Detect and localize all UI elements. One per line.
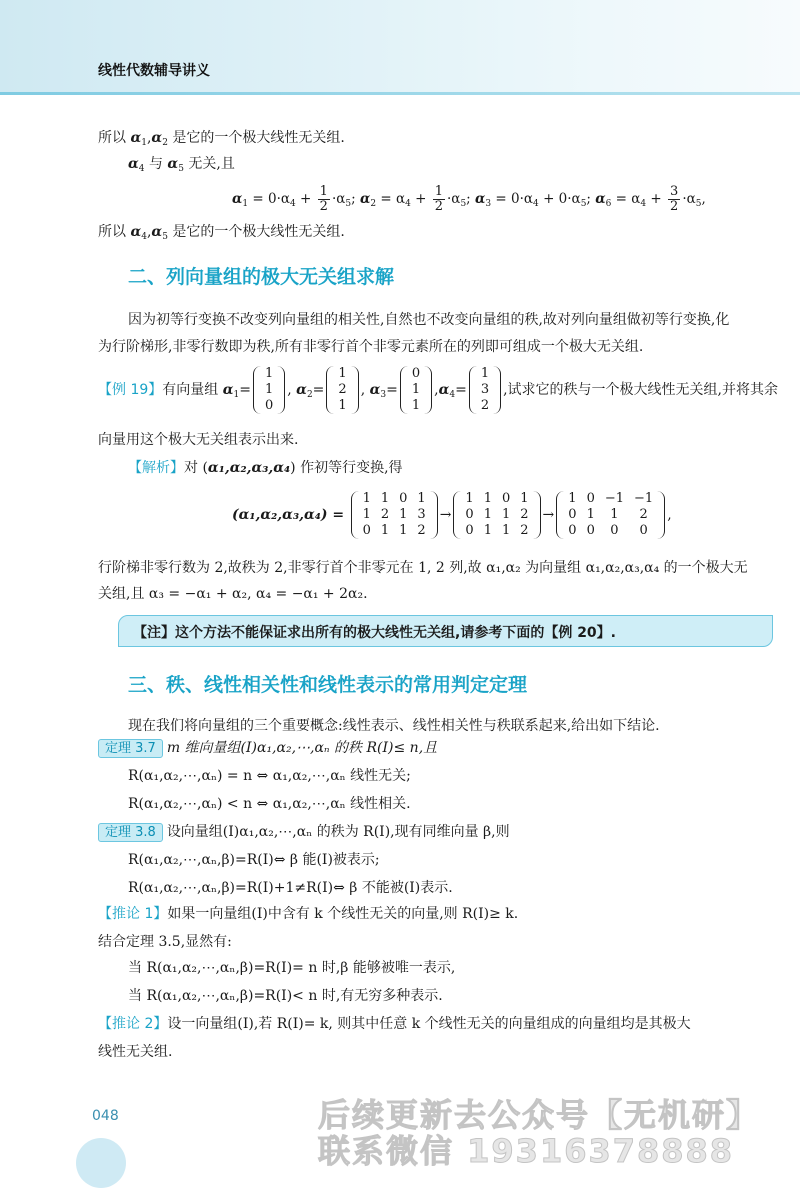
alpha: α: [475, 191, 486, 207]
fraction: [433, 185, 445, 214]
text: 无关,且: [183, 156, 235, 172]
alpha: α: [296, 382, 307, 398]
text: 如果一向量组(Ⅰ)中含有 k 个线性无关的向量,则 R(Ⅰ)≥ k.: [167, 906, 519, 922]
eq-part: = α: [376, 191, 406, 207]
eq-part: +: [646, 191, 667, 207]
arrow: →: [542, 507, 555, 523]
numerator: 3: [670, 184, 679, 199]
text: 所以: [98, 130, 131, 146]
cell: 1: [411, 382, 421, 397]
sub: 4: [290, 199, 296, 209]
alpha: α: [369, 382, 381, 398]
sub: 5: [178, 164, 184, 174]
sub: 4: [141, 232, 147, 242]
alpha: α: [438, 382, 450, 398]
equation-linear-representation: [232, 184, 706, 219]
theorem-3-8-line2: R(α₁,α₂,⋯,αₙ,β)=R(Ⅰ)⇔ β 能(Ⅰ)被表示;: [128, 852, 380, 868]
text: ) 作初等行变换,得: [290, 460, 403, 476]
cell: 3: [417, 507, 426, 522]
page-number: 048: [92, 1108, 119, 1124]
cell: −1: [634, 491, 654, 506]
combined-note: 结合定理 3.5,显然有:: [98, 934, 232, 950]
text: 所以: [98, 224, 131, 240]
vector-alpha1: [253, 366, 285, 414]
eq-part: +: [295, 191, 316, 207]
cell: 0: [411, 366, 421, 381]
cell: 0: [465, 523, 474, 538]
sub: 4: [533, 199, 539, 209]
cell: 1: [586, 507, 595, 522]
paragraph-concepts: 现在我们将向量组的三个重要概念:线性表示、线性相关性与秩联系起来,给出如下结论.: [128, 718, 660, 734]
equals: =: [239, 382, 251, 398]
eq-part: ·α: [331, 191, 346, 207]
cell: 1: [338, 398, 347, 413]
eq-part: = 0·α: [248, 191, 291, 207]
example-19: [98, 362, 778, 423]
cell: 2: [480, 398, 490, 413]
cell: 1: [411, 398, 421, 413]
eq-part: = α: [611, 191, 641, 207]
alpha: α: [151, 224, 163, 240]
alpha: α: [222, 382, 234, 398]
theorem-3-8-line3: R(α₁,α₂,⋯,αₙ,β)=R(Ⅰ)+1≠R(Ⅰ)⇔ β 不能被(Ⅰ)表示.: [128, 880, 453, 896]
watermark-line1: 后续更新去公众号【无机研】: [318, 1096, 761, 1134]
cell: 1: [520, 491, 529, 506]
denominator: 2: [434, 199, 444, 214]
cell: 1: [480, 366, 490, 381]
eq-part: +: [410, 191, 431, 207]
sub: 4: [405, 199, 411, 209]
sep: ;: [586, 191, 596, 207]
vector-alpha3: [400, 366, 432, 414]
paragraph-row-ops-2: 为行阶梯形,非零行数即为秩,所有非零行首个非零元素所在的列即可组成一个极大无关组.: [98, 339, 644, 355]
cell: 1: [380, 491, 390, 506]
cell: 2: [520, 507, 529, 522]
theorem-3-8: [98, 822, 510, 842]
cell: 0: [264, 398, 274, 413]
sub: 1: [141, 138, 147, 148]
infinite-representation: 当 R(α₁,α₂,⋯,αₙ,β)=R(Ⅰ)< n 时,有无穷多种表示.: [128, 988, 443, 1004]
alpha: α: [151, 130, 163, 146]
alpha: α: [167, 156, 179, 172]
cell: 0: [568, 523, 577, 538]
vectors: α₁,α₂,α₃,α₄: [207, 460, 291, 476]
solution-result-1: 行阶梯非零行数为 2,故秩为 2,非零行首个非零元在 1, 2 列,故 α₁,α₂ 为向量组 α₁,α₂,α₃,α₄ 的一个极大无: [98, 560, 748, 576]
text: ,试求它的秩与一个极大线性无关组,并将其余: [503, 382, 779, 398]
numerator: 1: [434, 184, 444, 199]
sub: 2: [370, 199, 377, 209]
cell: 0: [399, 491, 408, 506]
cell: 1: [417, 491, 426, 506]
cell: 1: [264, 366, 274, 381]
sub: 3: [380, 390, 387, 400]
sub: 1: [242, 199, 249, 209]
text: m 维向量组(Ⅰ)α₁,α₂,⋯,αₙ 的秩 R(Ⅰ)≤ n,且: [166, 740, 438, 756]
sub: 2: [162, 138, 168, 148]
sub: 2: [306, 390, 313, 400]
comma: ,: [434, 382, 439, 398]
matrix-echelon: [556, 491, 665, 539]
comma: ,: [146, 224, 152, 240]
eq-part: = 0·α: [491, 191, 534, 207]
matrix-original: [351, 491, 438, 539]
lhs: (α₁,α₂,α₃,α₄) =: [232, 507, 345, 523]
denominator: 2: [670, 199, 679, 214]
cell: 1: [362, 507, 371, 522]
cell: 0: [362, 523, 371, 538]
equals: =: [386, 382, 398, 398]
cell: 1: [568, 491, 577, 506]
text: 对 (: [184, 460, 208, 476]
cell: 1: [380, 523, 390, 538]
corner-decoration: [76, 1138, 126, 1188]
cell: 0: [568, 507, 577, 522]
eq-part: ·α: [447, 191, 461, 207]
cell: 1: [483, 507, 492, 522]
comma: ,: [287, 382, 292, 398]
sep: ;: [351, 191, 360, 207]
cell: 0: [610, 523, 619, 538]
cell: 1: [501, 507, 511, 522]
alpha: α: [130, 130, 142, 146]
sub: 5: [460, 199, 467, 209]
cell: 1: [399, 523, 408, 538]
arrow: →: [439, 507, 452, 523]
cell: 0: [465, 507, 474, 522]
matrix-step1: [453, 491, 540, 539]
eq-part: + 0·α: [538, 191, 581, 207]
corollary-label: 【推论 1】: [98, 906, 168, 922]
theorem-3-7-line2: R(α₁,α₂,⋯,αₙ) = n ⇔ α₁,α₂,⋯,αₙ 线性无关;: [128, 768, 411, 784]
alpha: α: [359, 191, 371, 207]
section-title-2: 二、列向量组的极大无关组求解: [128, 266, 395, 288]
text: 是它的一个极大线性无关组.: [167, 224, 345, 240]
theorem-3-7: [98, 738, 437, 758]
unique-representation: 当 R(α₁,α₂,⋯,αₙ,β)=R(Ⅰ)= n 时,β 能够被唯一表示,: [128, 960, 456, 976]
corollary-label: 【推论 2】: [98, 1016, 168, 1032]
cell: 1: [362, 491, 371, 506]
sub: 5: [695, 199, 702, 209]
sub: 4: [640, 199, 647, 209]
sub: 1: [233, 390, 240, 400]
text: 与: [144, 156, 168, 172]
text: 有向量组: [162, 382, 223, 398]
vector-alpha2: [326, 366, 358, 414]
cell: 3: [480, 382, 490, 397]
sub: 5: [345, 199, 352, 209]
text: 是它的一个极大线性无关组.: [167, 130, 345, 146]
comma: ,: [701, 191, 706, 207]
theorem-label: 定理 3.8: [98, 823, 163, 842]
corollary-2: [98, 1014, 691, 1034]
cell: 1: [483, 491, 492, 506]
cell: 1: [338, 366, 347, 381]
sub: 5: [580, 199, 587, 209]
example-label: 【例 19】: [98, 382, 163, 398]
comma: ,: [667, 507, 672, 523]
row-reduction: [232, 484, 672, 546]
sub: 4: [138, 164, 145, 174]
cell: 1: [501, 523, 511, 538]
cell: 1: [483, 523, 492, 538]
paragraph-independent-45: [128, 154, 235, 179]
example-19-line2: 向量用这个极大无关组表示出来.: [98, 432, 299, 448]
header-rule: [0, 92, 800, 95]
sub: 5: [162, 232, 168, 242]
sub: 4: [449, 390, 456, 400]
cell: 1: [610, 507, 619, 522]
eq-part: ·α: [682, 191, 696, 207]
denominator: 2: [319, 199, 328, 214]
comma: ,: [146, 130, 152, 146]
cell: 0: [501, 491, 511, 506]
solution-label: 【解析】: [128, 460, 184, 476]
corollary-2-line2: 线性无关组.: [98, 1044, 173, 1060]
solution-intro: [128, 458, 403, 478]
cell: 0: [586, 491, 595, 506]
paragraph-max-independent-1: [98, 128, 345, 153]
sep: ;: [466, 191, 476, 207]
comma: ,: [360, 382, 366, 398]
solution-result-2: 关组,且 α₃ = −α₁ + α₂, α₄ = −α₁ + 2α₂.: [98, 586, 368, 602]
cell: 1: [465, 491, 474, 506]
text: 设向量组(Ⅰ)α₁,α₂,⋯,αₙ 的秩为 R(Ⅰ),现有同维向量 β,则: [166, 824, 510, 840]
numerator: 1: [319, 184, 328, 199]
alpha: α: [128, 156, 139, 172]
paragraph-max-independent-2: [98, 222, 345, 247]
alpha: α: [232, 191, 243, 207]
equals: =: [455, 382, 467, 398]
cell: 1: [399, 507, 408, 522]
book-title: 线性代数辅导讲义: [98, 63, 210, 79]
sub: 3: [485, 199, 492, 209]
paragraph-row-ops-1: 因为初等行变换不改变列向量组的相关性,自然也不改变向量组的秩,故对列向量组做初等行变换,化: [128, 312, 730, 328]
theorem-3-7-line3: R(α₁,α₂,⋯,αₙ) < n ⇔ α₁,α₂,⋯,αₙ 线性相关.: [128, 796, 411, 812]
cell: 0: [639, 523, 648, 538]
fraction: [668, 185, 680, 214]
cell: 2: [417, 523, 426, 538]
alpha: α: [595, 191, 606, 207]
vector-alpha4: [469, 366, 501, 414]
section-title-3: 三、秩、线性相关性和线性表示的常用判定定理: [128, 674, 528, 696]
alpha: α: [130, 224, 142, 240]
watermark-line2: 联系微信 19316378888: [318, 1132, 735, 1170]
fraction: [318, 185, 330, 214]
cell: 2: [639, 507, 648, 522]
cell: 2: [380, 507, 390, 522]
sub: 6: [605, 199, 612, 209]
note-box: 【注】这个方法不能保证求出所有的极大线性无关组,请参考下面的【例 20】.: [118, 615, 773, 647]
cell: 2: [338, 382, 347, 397]
theorem-label: 定理 3.7: [98, 739, 163, 758]
equals: =: [312, 382, 325, 398]
text: 设一向量组(Ⅰ),若 R(Ⅰ)= k, 则其中任意 k 个线性无关的向量组成的向量组均是其极大: [167, 1016, 691, 1032]
cell: 1: [264, 382, 274, 397]
cell: −1: [604, 491, 625, 506]
cell: 2: [520, 523, 529, 538]
corollary-1: [98, 904, 518, 924]
cell: 0: [586, 523, 595, 538]
